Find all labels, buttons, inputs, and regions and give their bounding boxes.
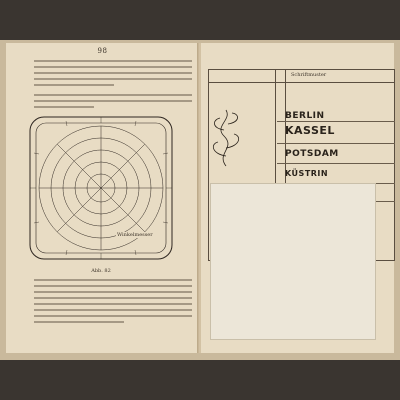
ornament-icon [206,108,246,168]
place-potsdam: POTSDAM [285,149,339,159]
figure-label: Winkelmesser [117,232,153,238]
inserted-paper-card [210,183,376,340]
protractor-figure [26,113,176,263]
table-header: Schriftmuster [291,72,327,78]
left-page [6,43,200,353]
place-berlin: BERLIN [285,111,325,121]
figure-caption: Abb. 82 [91,268,111,274]
place-kuestrin: KÜSTRIN [285,169,329,178]
page-number: 98 [97,47,108,55]
place-kassel: KASSEL [285,124,335,137]
